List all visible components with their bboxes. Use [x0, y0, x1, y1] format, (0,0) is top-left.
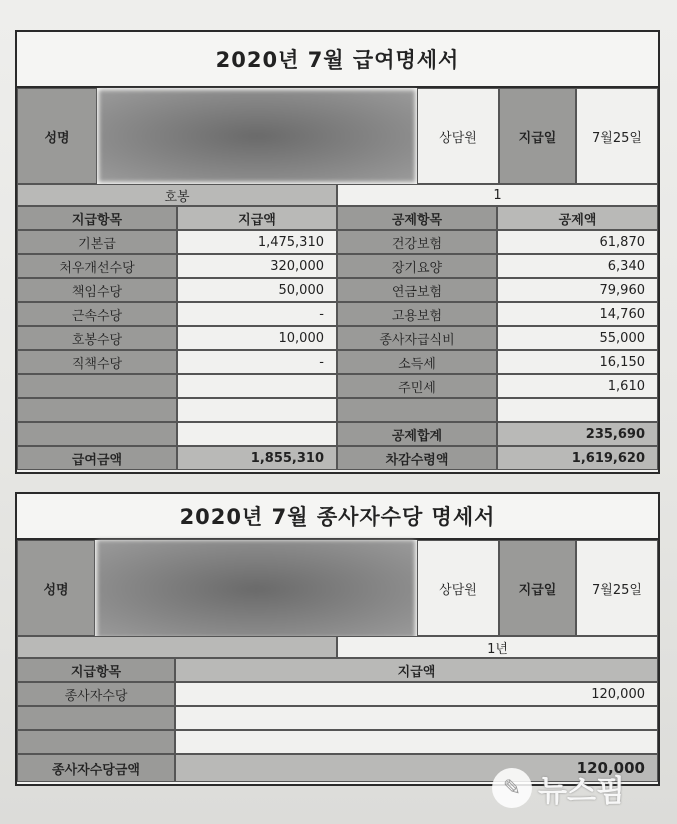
earn-amount: 10,000	[177, 326, 337, 350]
earn-item: 처우개선수당	[17, 254, 177, 278]
deduct-item: 건강보험	[337, 230, 497, 254]
deduct-item-header: 공제항목	[337, 206, 497, 230]
deduct-amount: 14,760	[497, 302, 658, 326]
name-label: 성명	[17, 540, 95, 636]
deduct-amount: 6,340	[497, 254, 658, 278]
earn-item: 책임수당	[17, 278, 177, 302]
earn-amount-header: 지급액	[177, 206, 337, 230]
earn-item: 기본급	[17, 230, 177, 254]
earn-amount: 320,000	[177, 254, 337, 278]
allowance-item	[17, 706, 175, 730]
allowance-slip-title: 2020년 7월 종사자수당 명세서	[17, 494, 658, 540]
pay-day-label: 지급일	[499, 540, 576, 636]
redacted-name	[97, 540, 415, 638]
earn-amount: 50,000	[177, 278, 337, 302]
tenure-label-redacted	[17, 636, 337, 658]
net-pay-amount: 1,619,620	[497, 446, 658, 470]
allowance-total-amount: 120,000	[175, 754, 658, 782]
name-label: 성명	[17, 88, 97, 184]
allowance-item	[17, 730, 175, 754]
position-value: 상담원	[417, 540, 499, 636]
news-logo-icon: ✎	[492, 768, 532, 808]
deduction-total-amount: 235,690	[497, 422, 658, 446]
earn-item: 근속수당	[17, 302, 177, 326]
allowance-amount: 120,000	[175, 682, 658, 706]
salary-slip	[15, 30, 660, 474]
earn-amount	[177, 422, 337, 446]
earn-amount: 1,475,310	[177, 230, 337, 254]
pay-day-label: 지급일	[499, 88, 576, 184]
allowance-amount	[175, 730, 658, 754]
earn-amount	[177, 374, 337, 398]
net-pay-label: 차감수령액	[337, 446, 497, 470]
position-value: 상담원	[417, 88, 499, 184]
earn-item-header: 지급항목	[17, 206, 177, 230]
deduct-amount: 16,150	[497, 350, 658, 374]
deduct-item: 종사자급식비	[337, 326, 497, 350]
earn-item: 호봉수당	[17, 326, 177, 350]
deduct-item: 장기요양	[337, 254, 497, 278]
grade-label: 호봉	[17, 184, 337, 206]
deduct-amount: 79,960	[497, 278, 658, 302]
deduct-item: 연금보험	[337, 278, 497, 302]
allowance-amount-header: 지급액	[175, 658, 658, 682]
gross-total-label: 급여금액	[17, 446, 177, 470]
earn-amount: -	[177, 350, 337, 374]
earn-item	[17, 374, 177, 398]
allowance-amount	[175, 706, 658, 730]
earn-amount	[177, 398, 337, 422]
deduct-amount: 61,870	[497, 230, 658, 254]
pay-day-value: 7월25일	[576, 88, 658, 184]
redacted-name	[99, 90, 415, 182]
earn-amount: -	[177, 302, 337, 326]
allowance-total-label: 종사자수당금액	[17, 754, 175, 782]
earn-item: 직책수당	[17, 350, 177, 374]
earn-item	[17, 398, 177, 422]
deduct-item: 주민세	[337, 374, 497, 398]
deduction-total-label: 공제합계	[337, 422, 497, 446]
deduct-amount: 55,000	[497, 326, 658, 350]
gross-total-amount: 1,855,310	[177, 446, 337, 470]
earn-item	[17, 422, 177, 446]
deduct-amount-header: 공제액	[497, 206, 658, 230]
deduct-item	[337, 398, 497, 422]
deduct-item: 소득세	[337, 350, 497, 374]
salary-slip-title: 2020년 7월 급여명세서	[17, 32, 658, 88]
deduct-item: 고용보험	[337, 302, 497, 326]
pay-day-value: 7월25일	[576, 540, 658, 636]
news-watermark	[492, 764, 662, 812]
allowance-slip	[15, 492, 660, 786]
tenure-value: 1년	[337, 636, 658, 658]
grade-value: 1	[337, 184, 658, 206]
allowance-item-header: 지급항목	[17, 658, 175, 682]
deduct-amount: 1,610	[497, 374, 658, 398]
allowance-item: 종사자수당	[17, 682, 175, 706]
watermark-text: 뉴스핌	[538, 774, 625, 809]
deduct-amount	[497, 398, 658, 422]
